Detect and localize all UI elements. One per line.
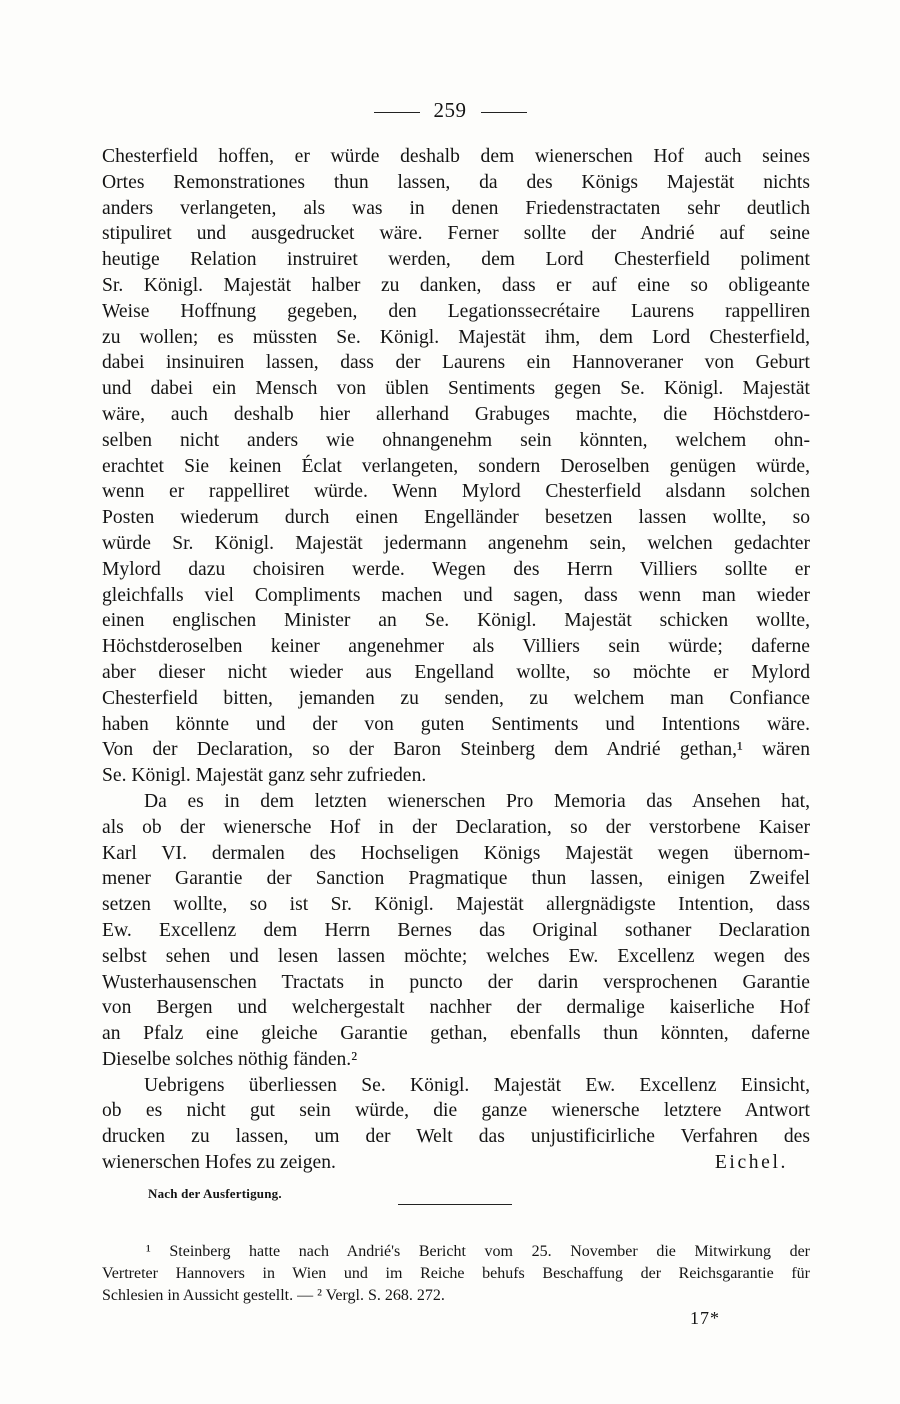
- footnote-line: ¹ Steinberg hatte nach Andrié's Bericht vom 25. November die Mitwirkung der: [146, 1243, 810, 1260]
- body-line: zu wollen; es müssten Se. Königl. Majestät ihm, dem Lord Chesterfield,: [102, 326, 810, 348]
- body-line: mener Garantie der Sanction Pragmatique thun lassen, einigen Zweifel: [102, 868, 810, 890]
- footnotes: [102, 1241, 810, 1307]
- body-line: Ew. Excellenz dem Herrn Bernes das Original sothaner Declaration: [102, 919, 810, 941]
- page-number: 259: [433, 98, 467, 122]
- body-line: Chesterfield hoffen, er würde deshalb dem wienerschen Hof auch seines: [102, 146, 810, 167]
- body-line: würde Sr. Königl. Majestät jedermann angenehm sein, welchen gedachter: [102, 532, 810, 554]
- footnote-divider: [398, 1204, 512, 1205]
- body-line: Mylord dazu choisiren werde. Wegen des Herrn Villiers sollte er: [102, 558, 810, 580]
- body-line: drucken zu lassen, um der Welt das unjustificirliche Verfahren des: [102, 1126, 810, 1148]
- body-line: selben nicht anders wie ohnangenehm sein könnten, welchem ohn-: [102, 429, 810, 451]
- body-line: heutige Relation instruiret werden, dem Lord Chesterfield poliment: [102, 249, 810, 271]
- body-line: gleichfalls viel Compliments machen und sagen, dass wenn man wieder: [102, 584, 810, 606]
- body-line: an Pfalz eine gleiche Garantie gethan, ebenfalls thun könnten, daferne: [102, 1023, 810, 1045]
- body-line: wenn er rappelliret würde. Wenn Mylord Chesterfield alsdann solchen: [102, 481, 810, 503]
- body-line: Weise Hoffnung gegeben, den Legationssecrétaire Laurens rappelliren: [102, 300, 810, 322]
- body-line: Posten wiederum durch einen Engelländer besetzen lassen wollte, so: [102, 507, 810, 529]
- body-line: Sr. Königl. Majestät halber zu danken, dass er auf eine so obligeante: [102, 274, 810, 296]
- header-rule-left: [374, 112, 420, 113]
- body-line: stipuliret und ausgedrucket wäre. Ferner sollte der Andrié auf seine: [102, 223, 810, 245]
- body-line: und dabei ein Mensch von üblen Sentiments gegen Se. Königl. Majestät: [102, 378, 810, 400]
- body-line: wäre, auch deshalb hier allerhand Grabuges machte, die Höchstdero-: [102, 403, 810, 425]
- body-line: anders verlangeten, als was in denen Friedenstractaten sehr deutlich: [102, 197, 810, 219]
- printer-signature-mark: 17*: [690, 1308, 720, 1328]
- body-line: Chesterfield bitten, jemanden zu senden, zu welchem man Confiance: [102, 687, 810, 709]
- body-line: Höchstderoselben keiner angenehmer als Villiers sein würde; daferne: [102, 636, 810, 658]
- body-line: dabei insinuiren lassen, dass der Laurens ein Hannoveraner von Geburt: [102, 352, 810, 374]
- body-line: als ob der wienersche Hof in der Declaration, so der verstorbene Kaiser: [102, 816, 810, 838]
- page-header: [0, 98, 900, 123]
- body-line: aber dieser nicht wieder aus Engelland wollte, so möchte er Mylord: [102, 661, 810, 683]
- body-line: von Bergen und welchergestalt nachher der dermalige kaiserliche Hof: [102, 997, 810, 1019]
- body-line: Wusterhausenschen Tractats in puncto der darin versprochenen Garantie: [102, 971, 810, 993]
- footnote-line: Vertreter Hannovers in Wien und im Reiche behufs Beschaffung der Reichsgarantie für: [102, 1265, 810, 1282]
- body-line: einen englischen Minister an Se. Königl. Majestät schicken wollte,: [102, 610, 810, 632]
- header-rule-right: [481, 112, 527, 113]
- body-line: Da es in dem letzten wienerschen Pro Memoria das Ansehen hat,: [144, 790, 810, 812]
- body-line: Se. Königl. Majestät ganz sehr zufrieden.: [102, 765, 427, 787]
- body-text: [102, 144, 810, 1176]
- closing-row: [102, 1150, 810, 1176]
- signature: Eichel.: [714, 1152, 788, 1174]
- body-line: Uebrigens überliessen Se. Königl. Majestät Ew. Excellenz Einsicht,: [144, 1074, 810, 1096]
- footnote-line: Schlesien in Aussicht gestellt. — ² Vergl. S. 268. 272.: [102, 1287, 445, 1304]
- body-line: haben könnte und der von guten Sentiments und Intentions wäre.: [102, 713, 810, 735]
- body-line: Dieselbe solches nöthig fänden.²: [102, 1048, 358, 1070]
- body-line: wienerschen Hofes zu zeigen.: [102, 1152, 336, 1174]
- body-line: setzen wollte, so ist Sr. Königl. Majestät allergnädigste Intention, dass: [102, 894, 810, 916]
- body-line: Von der Declaration, so der Baron Steinberg dem Andrié gethan,¹ wären: [102, 739, 810, 761]
- body-line: selbst sehen und lesen lassen möchte; welches Ew. Excellenz wegen des: [102, 945, 810, 967]
- body-line: Ortes Remonstrationes thun lassen, da des Königs Majestät nichts: [102, 171, 810, 193]
- source-note: Nach der Ausfertigung.: [148, 1186, 282, 1201]
- body-line: erachtet Sie keinen Éclat verlangeten, sondern Deroselben genügen würde,: [102, 455, 810, 477]
- body-line: Karl VI. dermalen des Hochseligen Königs Majestät wegen übernom-: [102, 842, 810, 864]
- body-line: ob es nicht gut sein würde, die ganze wienersche letztere Antwort: [102, 1100, 810, 1122]
